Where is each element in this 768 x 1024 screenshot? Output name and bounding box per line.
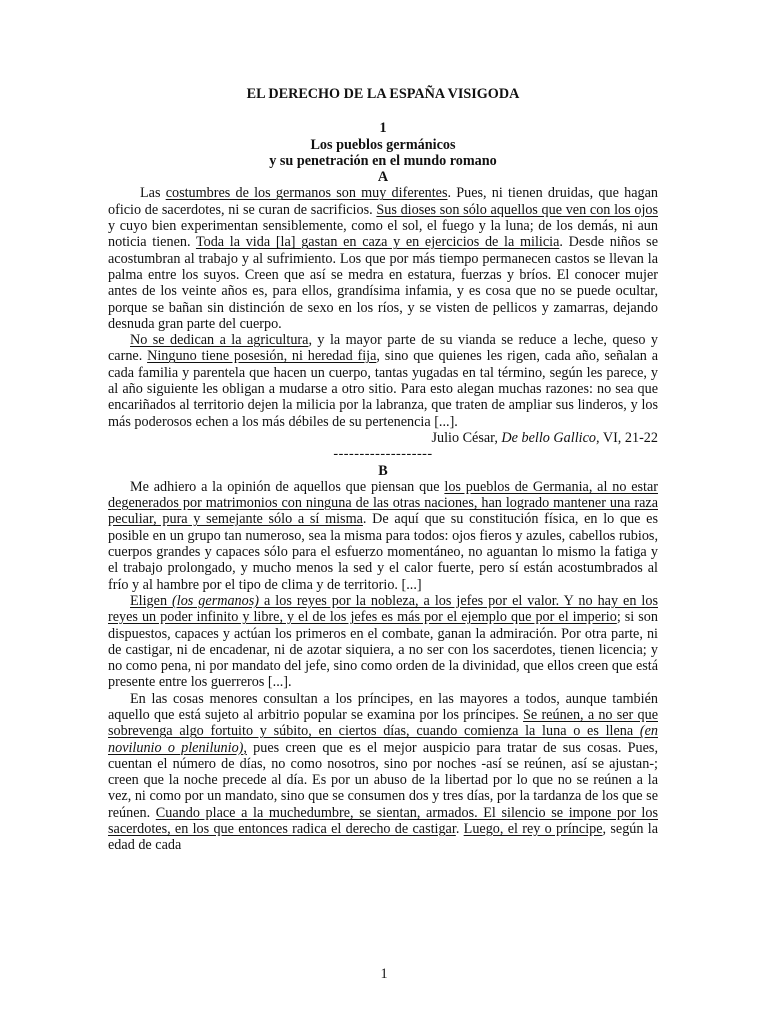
section-a-paragraph-1 xyxy=(108,185,658,332)
chapter-number: 1 xyxy=(379,120,387,137)
attribution-author: Julio César, xyxy=(431,429,502,446)
document-page xyxy=(108,86,658,854)
underlined-phrase: los pueblos de Germania, al no estar degenerados por matrimonios con ninguna de las otras naciones, han logrado mantener una raza peculiar, pura y semejante sólo a sí misma xyxy=(108,478,658,528)
underlined-phrase: Se reúnen, a no ser que sobrevenga algo fortuito y súbito, en ciertos días, cuando comienza la luna o es llena xyxy=(108,706,658,740)
text-run: pues creen que es el mejor auspicio para tratar de sus cosas. Pues, cuentan el número de días, no como nosotros, sino por noches -así se reúnen, así se ajustan-; creen que la noche precede al día. Es por un abuso de la libertad por lo que no se reúnen a la vez, ni como por un mandato, sino que se consumen dos y tres días, por la tardanza de los que se reúnen. xyxy=(108,739,659,821)
text-run: . xyxy=(455,821,464,838)
underlined-phrase: Cuando place a la muchedumbre, se sientan, armados. El silencio se impone por los sacerdotes, en los que entonces radica el derecho de castigar xyxy=(108,804,658,838)
underlined-phrase: a los reyes por la nobleza, a los jefes por el valor. Y no hay en los reyes un poder infinito y libre, y el de los jefes es más por el ejemplo que por el imperio xyxy=(108,592,658,626)
text-run: , según la edad de cada xyxy=(108,821,659,854)
text-run: En las cosas menores consultan a los príncipes, en las mayores a todos, aunque también aquello que está sujeto al arbitrio popular se examina por los príncipes. xyxy=(108,690,658,723)
section-b-paragraph-3 xyxy=(108,691,658,854)
section-a-label: A xyxy=(377,169,389,186)
underlined-phrase: Ninguno tiene posesión, ni heredad fija xyxy=(147,348,377,365)
text-run: Me adhiero a la opinión de aquellos que piensan que xyxy=(130,478,445,495)
underlined-phrase: , xyxy=(243,739,247,756)
text-run: . Pues, ni tienen druidas, que hagan oficio de sacerdotes, ni se curan de sacrificios. xyxy=(108,185,658,218)
text-run: , y la mayor parte de su vianda se reduce a leche, queso y carne. xyxy=(108,332,658,365)
section-b-paragraph-2 xyxy=(108,593,658,691)
underlined-phrase: Luego, el rey o príncipe xyxy=(463,821,603,838)
underlined-phrase: Toda la vida [la] gastan en caza y en ejercicios de la milicia xyxy=(195,234,560,251)
underlined-phrase: No se dedican a la agricultura xyxy=(130,332,309,349)
underlined-phrase: Sus dioses son sólo aquellos que ven con los ojos xyxy=(376,201,659,218)
text-run: ; si son dispuestos, capaces y actúan los primeros en el combate, ganan la admiración. Por otra parte, ni de castigar, ni de encadenar, ni de azotar siquiera, a no ser con los sacerdotes, tienen licencia; y no como pena, ni por mandato del jefe, sino como orden de la divinidad, que ellos creen que está presente entre los guerreros [...]. xyxy=(108,609,658,691)
underlined-phrase: costumbres de los germanos son muy diferentes xyxy=(165,185,448,202)
section-b-label: B xyxy=(378,462,388,479)
section-b-paragraph-1 xyxy=(108,479,658,593)
section-a-paragraph-2 xyxy=(108,332,658,430)
underlined-phrase: Eligen xyxy=(130,592,173,609)
text-run: . Desde niños se acostumbran al trabajo y al sufrimiento. Los que por más tiempo permanecen castos se llevan la palma entre los suyos. Creen que así se medra en estatura, fuerzas y bríos. El conocer mujer antes de los veinte años es, para ellos, grandísima infamia, y es cosa que no se puede ocultar, porque se bañan sin distinción de sexo en los ríos, y se visten de pellicos y zamarras, dejando desnuda gran parte del cuerpo. xyxy=(108,234,658,332)
chapter-title-line-2: y su penetración en el mundo romano xyxy=(269,152,497,169)
text-run: y cuyo bien experimentan sensiblemente, como el sol, el fuego y la luna; de los demás, ni aun noticia tienen. xyxy=(108,218,658,251)
attribution-work: De bello Gallico xyxy=(501,429,596,446)
section-separator: ------------------- xyxy=(333,446,433,463)
section-a-attribution xyxy=(108,430,658,446)
attribution-reference: , VI, 21-22 xyxy=(595,429,658,446)
chapter-title-line-1: Los pueblos germánicos xyxy=(310,136,456,153)
text-run: , sino que quienes les rigen, cada año, señalan a cada familia y parentela que hacen un cuerpo, tantas yugadas en tal término, según les parece, y al año siguiente les obligan a mudarse a otro sitio. Para esto alegan muchas razones: no sea que encariñados al territorio dejen la milicia por la labranza, que traten de ampliar sus linderos, y los más poderosos echen a los más débiles de su pertenencia [...]. xyxy=(108,348,658,430)
document-title: EL DERECHO DE LA ESPAÑA VISIGODA xyxy=(246,86,520,102)
text-run: . De aquí que su constitución física, en lo que es posible en un grupo tan numeroso, sea la misma para todos: ojos fieros y azules, cabellos rubios, cuerpos grandes y capaces sólo para el esfuerzo momentáneo, no aguantan lo mismo la fatiga y el trabajo prolongado, y mucho menos la sed y el calor fuerte, pero sí están acostumbrados al frío y al hambre por el tipo de clima y de territorio. [...] xyxy=(108,511,659,593)
page-number: 1 xyxy=(380,966,388,982)
text-run: Las xyxy=(140,185,166,202)
underlined-phrase: (los germanos) xyxy=(172,592,259,609)
underlined-phrase: (en novilunio o plenilunio) xyxy=(108,723,658,756)
